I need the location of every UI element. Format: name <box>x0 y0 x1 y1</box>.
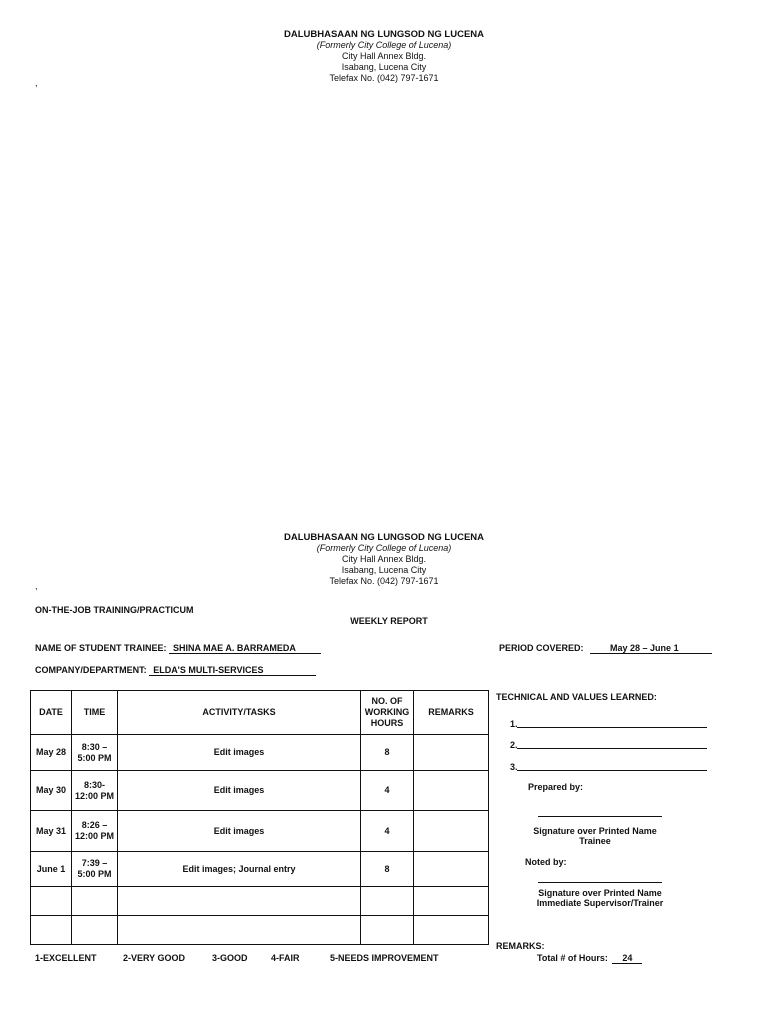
time-cell: 8:30 – 5:00 PM <box>72 735 118 771</box>
remarks-header: REMARKS <box>414 691 489 735</box>
remarks-cell <box>414 852 489 887</box>
table-row <box>31 735 489 771</box>
activity-cell <box>118 916 361 945</box>
activity-header: ACTIVITY/TASKS <box>118 691 361 735</box>
time-cell <box>72 916 118 945</box>
company-label: COMPANY/DEPARTMENT: <box>35 665 147 675</box>
signature-caption: Signature over Printed Name <box>538 888 662 898</box>
hours-cell <box>361 916 414 945</box>
activity-cell: Edit images <box>118 811 361 852</box>
activity-cell: Edit images <box>118 735 361 771</box>
table-row <box>31 852 489 887</box>
signature-role: Immediate Supervisor/Trainer <box>536 898 664 908</box>
address-text: Isabang, Lucena City <box>341 62 427 72</box>
hours-cell <box>361 887 414 916</box>
trainee-signature-line <box>538 816 662 817</box>
rating-good: 3-GOOD <box>212 953 248 963</box>
prepared-by-label: Prepared by: <box>528 782 584 792</box>
time-cell <box>72 887 118 916</box>
building-text: City Hall Annex Bldg. <box>341 51 427 61</box>
date-cell <box>31 916 72 945</box>
program-title: ON-THE-JOB TRAINING/PRACTICUM <box>35 605 194 615</box>
total-hours-value: 24 <box>612 953 642 964</box>
total-hours-field <box>537 953 642 964</box>
company-field <box>35 665 316 676</box>
report-title: WEEKLY REPORT <box>350 616 428 626</box>
activity-cell <box>118 887 361 916</box>
date-cell: June 1 <box>31 852 72 887</box>
formerly-text: (Formerly City College of Lucena) <box>316 40 452 50</box>
trainee-label: NAME OF STUDENT TRAINEE: <box>35 643 167 653</box>
telefax-text: Telefax No. (042) 797-1671 <box>329 73 439 83</box>
technical-title: TECHNICAL AND VALUES LEARNED: <box>496 692 657 702</box>
activity-cell: Edit images <box>118 771 361 811</box>
hours-header: NO. OF WORKING HOURS <box>361 691 414 735</box>
technical-line-3 <box>517 770 707 771</box>
rating-very-good: 2-VERY GOOD <box>123 953 186 963</box>
date-cell <box>31 887 72 916</box>
stray-mark: , <box>35 581 38 591</box>
institution-name: DALUBHASAAN NG LUNGSOD NG LUCENA <box>283 29 485 40</box>
hours-cell: 4 <box>361 811 414 852</box>
institution-name: DALUBHASAAN NG LUNGSOD NG LUCENA <box>283 532 485 543</box>
period-field <box>499 643 712 654</box>
technical-item-2: 2. <box>510 740 518 750</box>
time-cell: 7:39 – 5:00 PM <box>72 852 118 887</box>
signature-role: Trainee <box>579 836 611 846</box>
activity-cell: Edit images; Journal entry <box>118 852 361 887</box>
building-text: City Hall Annex Bldg. <box>341 554 427 564</box>
technical-line-2 <box>517 748 707 749</box>
date-header: DATE <box>31 691 72 735</box>
table-header-row <box>31 691 489 735</box>
table-row <box>31 916 489 945</box>
total-hours-label: Total # of Hours: <box>537 953 608 963</box>
table-row <box>31 771 489 811</box>
technical-item-3: 3. <box>510 762 518 772</box>
period-value: May 28 – June 1 <box>590 643 712 654</box>
hours-cell: 8 <box>361 735 414 771</box>
weekly-report-table <box>30 690 489 945</box>
technical-line-1 <box>517 727 707 728</box>
period-label: PERIOD COVERED: <box>499 643 584 653</box>
date-cell: May 31 <box>31 811 72 852</box>
table-row <box>31 811 489 852</box>
table-row <box>31 887 489 916</box>
telefax-text: Telefax No. (042) 797-1671 <box>329 576 439 586</box>
remarks-cell <box>414 916 489 945</box>
rating-fair: 4-FAIR <box>271 953 300 963</box>
trainee-value: SHINA MAE A. BARRAMEDA <box>169 643 321 654</box>
stray-mark: , <box>35 78 38 88</box>
supervisor-signature-line <box>538 882 662 883</box>
technical-item-1: 1. <box>510 719 518 729</box>
time-cell: 8:26 – 12:00 PM <box>72 811 118 852</box>
rating-excellent: 1-EXCELLENT <box>35 953 97 963</box>
remarks-cell <box>414 735 489 771</box>
hours-cell: 8 <box>361 852 414 887</box>
trainee-signature-caption <box>520 826 670 846</box>
formerly-text: (Formerly City College of Lucena) <box>316 543 452 553</box>
address-text: Isabang, Lucena City <box>341 565 427 575</box>
trainee-field <box>35 643 321 654</box>
remarks-cell <box>414 771 489 811</box>
hours-cell: 4 <box>361 771 414 811</box>
signature-caption: Signature over Printed Name <box>533 826 657 836</box>
noted-by-label: Noted by: <box>525 857 567 867</box>
page-header-bottom <box>0 532 768 587</box>
date-cell: May 28 <box>31 735 72 771</box>
time-cell: 8:30- 12:00 PM <box>72 771 118 811</box>
date-cell: May 30 <box>31 771 72 811</box>
rating-needs-improvement: 5-NEEDS IMPROVEMENT <box>330 953 439 963</box>
page-header-top <box>0 29 768 84</box>
company-value: ELDA'S MULTI-SERVICES <box>149 665 316 676</box>
supervisor-signature-caption <box>520 888 680 908</box>
remarks-label: REMARKS: <box>496 941 545 951</box>
remarks-cell <box>414 887 489 916</box>
time-header: TIME <box>72 691 118 735</box>
remarks-cell <box>414 811 489 852</box>
